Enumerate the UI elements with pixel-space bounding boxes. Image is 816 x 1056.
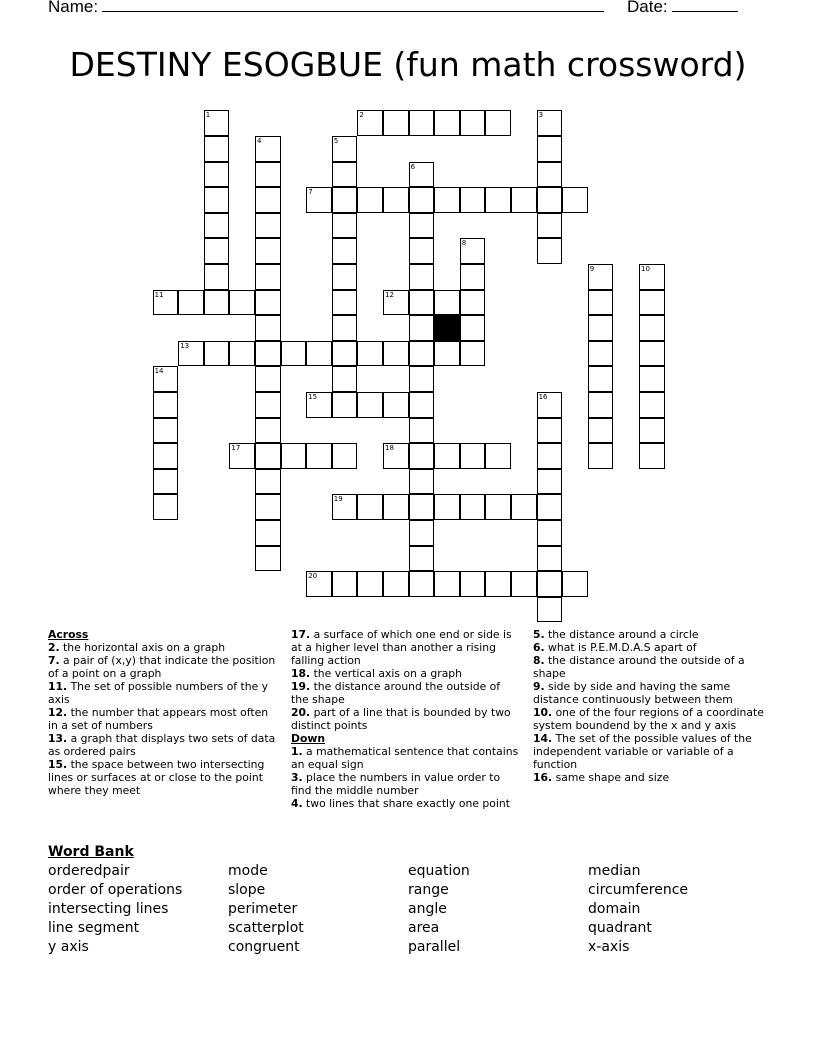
grid-cell[interactable] [357, 571, 383, 597]
grid-cell[interactable] [332, 366, 358, 392]
word-bank-word: domain [588, 901, 641, 917]
word-bank-word: congruent [228, 939, 300, 955]
word-bank-word: mode [228, 863, 268, 879]
clue-text: part of a line that is bounded by two distinct points [291, 706, 511, 732]
clue-text: a surface of which one end or side is at a higher level than another a rising falling action [291, 628, 512, 667]
grid-cell[interactable] [332, 341, 358, 367]
clue-label: 20. [291, 706, 311, 719]
grid-cell[interactable] [434, 443, 460, 469]
grid-cell[interactable] [485, 187, 511, 213]
clue-item [48, 641, 276, 654]
clue-number: 4 [257, 137, 262, 145]
grid-cell[interactable] [409, 213, 435, 239]
grid-cell[interactable] [255, 443, 281, 469]
grid-cell[interactable] [434, 494, 460, 520]
clue-label: 6. [533, 641, 545, 654]
grid-cell[interactable] [409, 418, 435, 444]
clue-number: 8 [461, 239, 467, 248]
grid-cell[interactable] [588, 392, 614, 418]
grid-cell[interactable] [383, 392, 409, 418]
grid-cell[interactable] [204, 110, 230, 136]
grid-cell[interactable] [255, 520, 281, 546]
clue-label: 7. [48, 654, 60, 667]
grid-cell[interactable] [409, 520, 435, 546]
grid-cell[interactable] [537, 187, 563, 213]
grid-cell[interactable] [511, 494, 537, 520]
grid-cell[interactable] [255, 264, 281, 290]
grid-cell[interactable] [434, 110, 460, 136]
grid-cell[interactable] [409, 571, 435, 597]
word-bank-word: order of operations [48, 882, 183, 898]
clue-text: a pair of (x,y) that indicate the position of a point on a graph [48, 654, 276, 680]
grid-cell[interactable] [229, 290, 255, 316]
clue-number: 3 [538, 111, 544, 120]
grid-cell[interactable] [537, 520, 563, 546]
grid-cell[interactable] [537, 238, 563, 264]
grid-cell[interactable] [153, 469, 179, 495]
clue-number: 13 [180, 341, 190, 350]
clue-label: 12. [48, 706, 68, 719]
grid-cell[interactable] [204, 136, 230, 162]
grid-cell[interactable] [229, 443, 255, 469]
grid-cell[interactable] [255, 238, 281, 264]
word-bank-column [588, 862, 688, 957]
grid-cell[interactable] [383, 494, 409, 520]
grid-cell[interactable] [357, 392, 383, 418]
grid-cell[interactable] [639, 315, 665, 341]
clue-number: 16 [538, 393, 548, 401]
grid-cell[interactable] [383, 443, 409, 469]
grid-cell[interactable] [460, 187, 486, 213]
clue-item [48, 732, 276, 758]
clue-label: 13. [48, 732, 68, 745]
grid-cell[interactable] [255, 494, 281, 520]
word-bank-column [48, 862, 182, 957]
word-bank-word: intersecting lines [48, 901, 169, 917]
grid-cell[interactable] [281, 341, 307, 367]
word-bank-word: perimeter [228, 901, 298, 917]
grid-cell[interactable] [204, 187, 230, 213]
clue-number: 9 [589, 265, 595, 273]
grid-cell[interactable] [434, 187, 460, 213]
grid-cell[interactable] [460, 238, 486, 264]
name-label: Name: [48, 0, 99, 16]
clue-number: 1 [205, 111, 211, 120]
grid-cell[interactable] [255, 136, 281, 162]
grid-cell[interactable] [255, 187, 281, 213]
clue-item [533, 654, 771, 680]
word-bank-word: range [408, 882, 449, 898]
grid-cell[interactable] [357, 494, 383, 520]
grid-cell[interactable] [332, 264, 358, 290]
grid-cell[interactable] [332, 187, 358, 213]
grid-cell[interactable] [537, 443, 563, 469]
grid-cell[interactable] [204, 264, 230, 290]
grid-cell[interactable] [409, 238, 435, 264]
word-bank-word: area [408, 920, 440, 936]
clue-number: 14 [154, 367, 164, 376]
grid-cell[interactable] [383, 341, 409, 367]
clue-text: place the numbers in value order to find the middle number [291, 771, 501, 797]
grid-cell[interactable] [434, 571, 460, 597]
clue-text: the distance around the outside of the shape [291, 680, 501, 706]
grid-cell[interactable] [409, 264, 435, 290]
grid-cell[interactable] [562, 187, 588, 213]
clue-text: two lines that share exactly one point [302, 797, 510, 810]
grid-cell[interactable] [639, 443, 665, 469]
word-bank-word: quadrant [588, 920, 652, 936]
grid-cell[interactable] [306, 571, 332, 597]
clue-item [48, 654, 276, 680]
word-bank-word: median [588, 863, 641, 879]
word-bank-word: line segment [48, 920, 140, 936]
clue-label: 16. [533, 771, 553, 784]
grid-cell[interactable] [255, 290, 281, 316]
clue-number: 15 [308, 393, 318, 401]
grid-cell[interactable] [255, 341, 281, 367]
grid-cell[interactable] [153, 290, 179, 316]
grid-cell[interactable] [255, 315, 281, 341]
grid-cell[interactable] [383, 571, 409, 597]
grid-cell[interactable] [229, 341, 255, 367]
clue-label: 5. [533, 628, 545, 641]
clue-label: 4. [291, 797, 303, 810]
grid-cell[interactable] [537, 546, 563, 572]
clue-column-3 [533, 628, 771, 784]
clue-label: 11. [48, 680, 68, 693]
grid-cell[interactable] [204, 238, 230, 264]
clue-label: 3. [291, 771, 303, 784]
clue-item [48, 706, 276, 732]
clue-number: 20 [308, 572, 318, 581]
grid-cell[interactable] [409, 469, 435, 495]
grid-cell[interactable] [409, 366, 435, 392]
grid-cell[interactable] [639, 392, 665, 418]
word-bank-title: Word Bank [48, 844, 134, 860]
word-bank-column [228, 862, 304, 957]
clue-text: The set of possible numbers of the y axis [48, 680, 269, 706]
grid-cell[interactable] [357, 110, 383, 136]
clue-text: the space between two intersecting lines or surfaces at or close to the point where they meet [48, 758, 265, 797]
word-bank-word: orderedpair [48, 863, 130, 879]
grid-cell[interactable] [357, 341, 383, 367]
grid-cell[interactable] [639, 418, 665, 444]
word-bank-word: angle [408, 901, 447, 917]
word-bank-word: equation [408, 863, 470, 879]
grid-cell[interactable] [485, 110, 511, 136]
grid-cell[interactable] [153, 443, 179, 469]
clue-number: 7 [308, 188, 313, 197]
across-heading: Across [48, 628, 89, 641]
grid-cell[interactable] [153, 366, 179, 392]
grid-cell[interactable] [332, 238, 358, 264]
grid-cell[interactable] [460, 110, 486, 136]
clue-number: 18 [385, 444, 394, 453]
grid-cell[interactable] [409, 546, 435, 572]
clue-number: 11 [154, 290, 164, 299]
grid-cell[interactable] [562, 571, 588, 597]
grid-cell[interactable] [537, 597, 563, 623]
grid-cell[interactable] [537, 469, 563, 495]
grid-cell[interactable] [383, 290, 409, 316]
word-bank-word: slope [228, 882, 266, 898]
grid-cell[interactable] [485, 443, 511, 469]
grid-cell[interactable] [537, 494, 563, 520]
word-bank-column [408, 862, 470, 957]
grid-cell[interactable] [460, 443, 486, 469]
grid-cell[interactable] [409, 162, 435, 188]
clue-text: the vertical axis on a graph [310, 667, 463, 680]
grid-cell[interactable] [537, 110, 563, 136]
clue-text: what is P.E.M.D.A.S apart of [544, 641, 697, 654]
grid-cell[interactable] [409, 290, 435, 316]
grid-cell[interactable] [306, 443, 332, 469]
grid-cell[interactable] [511, 571, 537, 597]
grid-cell[interactable] [639, 341, 665, 367]
grid-cell[interactable] [255, 469, 281, 495]
grid-cell[interactable] [409, 341, 435, 367]
grid-cell[interactable] [588, 418, 614, 444]
grid-cell[interactable] [153, 418, 179, 444]
grid-cell[interactable] [460, 494, 486, 520]
clue-number: 6 [410, 162, 416, 171]
clue-item [533, 706, 771, 732]
grid-cell[interactable] [332, 213, 358, 239]
clue-text: side by side and having the same distance continuously between them [533, 680, 733, 706]
clue-item [533, 628, 771, 641]
clue-number: 12 [385, 290, 394, 299]
grid-cell[interactable] [204, 341, 230, 367]
clue-item [291, 797, 521, 810]
grid-cell[interactable] [460, 341, 486, 367]
grid-cell[interactable] [153, 392, 179, 418]
clue-item [533, 641, 771, 654]
grid-cell[interactable] [588, 366, 614, 392]
date-label: Date: [627, 0, 668, 16]
grid-cell[interactable] [588, 315, 614, 341]
clue-text: same shape and size [552, 771, 670, 784]
clue-item [291, 680, 521, 706]
clue-text: the horizontal axis on a graph [59, 641, 226, 654]
down-heading: Down [291, 732, 326, 745]
grid-cell[interactable] [434, 341, 460, 367]
clue-label: 8. [533, 654, 545, 667]
clue-label: 14. [533, 732, 553, 745]
grid-cell[interactable] [332, 494, 358, 520]
grid-cell[interactable] [306, 341, 332, 367]
grid-cell[interactable] [409, 315, 435, 341]
clue-text: the distance around a circle [544, 628, 699, 641]
grid-cell[interactable] [332, 290, 358, 316]
clue-label: 15. [48, 758, 68, 771]
black-square [434, 315, 460, 341]
grid-cell[interactable] [639, 290, 665, 316]
grid-cell[interactable] [537, 162, 563, 188]
clue-text: a mathematical sentence that contains an equal sign [291, 745, 519, 771]
grid-cell[interactable] [383, 187, 409, 213]
clue-item [291, 667, 521, 680]
grid-cell[interactable] [639, 264, 665, 290]
grid-cell[interactable] [204, 213, 230, 239]
clue-text: the number that appears most often in a set of numbers [48, 706, 269, 732]
clue-number: 2 [359, 111, 364, 120]
grid-cell[interactable] [255, 392, 281, 418]
word-bank-word: scatterplot [228, 920, 304, 936]
grid-cell[interactable] [537, 571, 563, 597]
clue-text: one of the four regions of a coordinate system boundend by the x and y axis [533, 706, 764, 732]
grid-cell[interactable] [537, 392, 563, 418]
clue-item [48, 758, 276, 797]
word-bank-word: x-axis [588, 939, 630, 955]
grid-cell[interactable] [434, 290, 460, 316]
grid-cell[interactable] [255, 366, 281, 392]
word-bank-word: y axis [48, 939, 89, 955]
grid-cell[interactable] [332, 392, 358, 418]
grid-cell[interactable] [204, 162, 230, 188]
clue-number: 19 [333, 495, 343, 504]
clue-item [291, 771, 521, 797]
clue-text: a graph that displays two sets of data as ordered pairs [48, 732, 276, 758]
grid-cell[interactable] [357, 187, 383, 213]
grid-cell[interactable] [485, 494, 511, 520]
clue-label: 10. [533, 706, 553, 719]
grid-cell[interactable] [332, 443, 358, 469]
clue-number: 10 [641, 265, 650, 273]
grid-cell[interactable] [460, 315, 486, 341]
grid-cell[interactable] [460, 571, 486, 597]
page-title: DESTINY ESOGBUE (fun math crossword) [69, 45, 747, 84]
clue-label: 1. [291, 745, 303, 758]
clue-item [291, 706, 521, 732]
grid-cell[interactable] [588, 341, 614, 367]
grid-cell[interactable] [485, 571, 511, 597]
word-bank-word: parallel [408, 939, 461, 955]
grid-cell[interactable] [409, 392, 435, 418]
grid-cell[interactable] [460, 264, 486, 290]
clue-label: 2. [48, 641, 60, 654]
clue-label: 17. [291, 628, 311, 641]
grid-cell[interactable] [255, 418, 281, 444]
grid-cell[interactable] [639, 366, 665, 392]
grid-cell[interactable] [332, 136, 358, 162]
clue-number: 5 [333, 137, 339, 145]
grid-cell[interactable] [204, 290, 230, 316]
grid-cell[interactable] [178, 290, 204, 316]
grid-cell[interactable] [281, 443, 307, 469]
clue-column-2 [291, 628, 521, 810]
word-bank-word: circumference [588, 882, 689, 898]
grid-cell[interactable] [588, 264, 614, 290]
clue-item [291, 628, 521, 667]
grid-cell[interactable] [332, 162, 358, 188]
clue-text: The set of the possible values of the independent variable or variable of a function [533, 732, 752, 771]
grid-cell[interactable] [460, 290, 486, 316]
grid-cell[interactable] [588, 290, 614, 316]
clue-label: 9. [533, 680, 545, 693]
clue-item [533, 680, 771, 706]
grid-cell[interactable] [332, 315, 358, 341]
grid-cell[interactable] [588, 443, 614, 469]
grid-cell[interactable] [255, 213, 281, 239]
grid-cell[interactable] [255, 162, 281, 188]
grid-cell[interactable] [383, 110, 409, 136]
clue-text: the distance around the outside of a shape [533, 654, 745, 680]
grid-cell[interactable] [537, 213, 563, 239]
grid-cell[interactable] [537, 136, 563, 162]
clue-item [533, 771, 771, 784]
grid-cell[interactable] [409, 443, 435, 469]
clue-column-1 [48, 628, 276, 797]
clue-label: 19. [291, 680, 311, 693]
clue-item [533, 732, 771, 771]
grid-cell[interactable] [306, 392, 332, 418]
clue-item [48, 680, 276, 706]
grid-cell[interactable] [409, 187, 435, 213]
grid-cell[interactable] [409, 110, 435, 136]
grid-cell[interactable] [178, 341, 204, 367]
clue-label: 18. [291, 667, 311, 680]
clue-item [291, 745, 521, 771]
grid-cell[interactable] [332, 571, 358, 597]
grid-cell[interactable] [153, 494, 179, 520]
grid-cell[interactable] [409, 494, 435, 520]
grid-cell[interactable] [537, 418, 563, 444]
grid-cell[interactable] [306, 187, 332, 213]
clue-number: 17 [231, 444, 241, 453]
grid-cell[interactable] [255, 546, 281, 572]
grid-cell[interactable] [511, 187, 537, 213]
